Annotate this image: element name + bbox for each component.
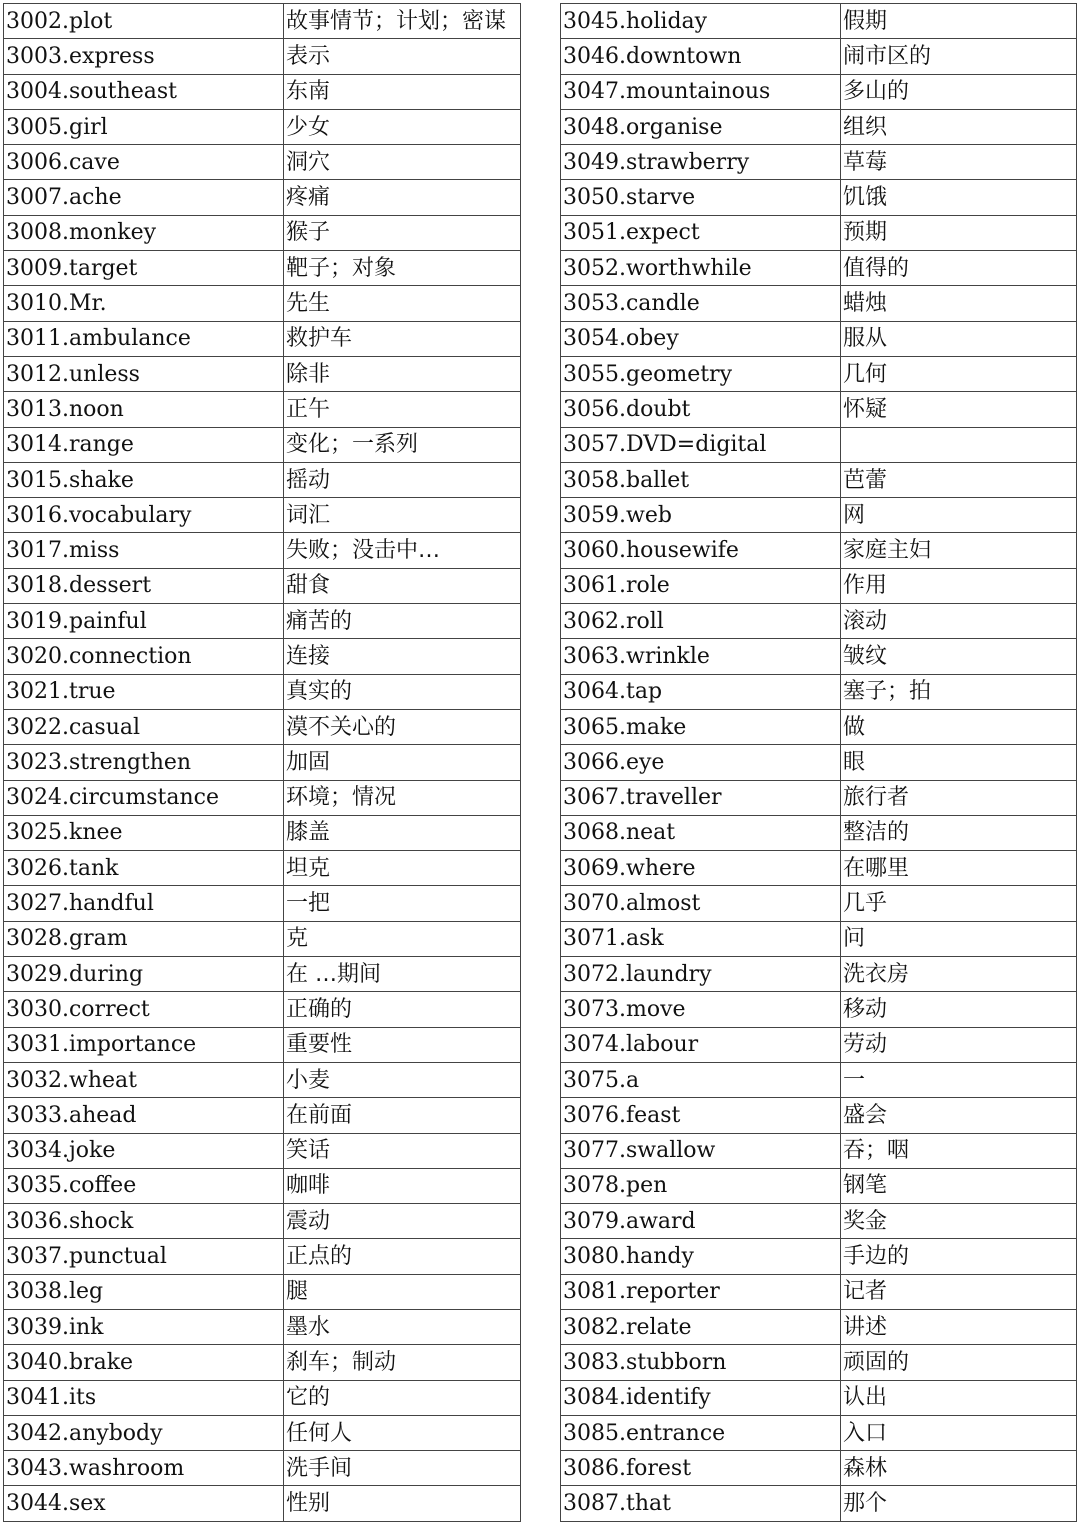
vocab-meaning-cell: 吞；咽 xyxy=(841,1133,1077,1168)
vocab-word-cell: 3002.plot xyxy=(4,4,284,39)
vocab-word-cell: 3082.relate xyxy=(561,1309,841,1344)
vocab-row xyxy=(4,1415,521,1450)
vocab-row xyxy=(561,533,1077,568)
vocab-table-left xyxy=(3,3,521,1522)
vocab-word-cell: 3012.unless xyxy=(4,356,284,391)
vocab-row xyxy=(4,356,521,391)
vocab-meaning-cell: 洗衣房 xyxy=(841,957,1077,992)
vocab-meaning-cell: 预期 xyxy=(841,215,1077,250)
vocab-word-cell: 3079.award xyxy=(561,1204,841,1239)
vocab-word-cell: 3033.ahead xyxy=(4,1098,284,1133)
vocab-meaning-cell: 小麦 xyxy=(284,1062,521,1097)
vocab-meaning-cell: 在哪里 xyxy=(841,851,1077,886)
vocab-word-cell: 3083.stubborn xyxy=(561,1345,841,1380)
vocab-word-cell: 3086.forest xyxy=(561,1451,841,1486)
vocab-word-cell: 3039.ink xyxy=(4,1309,284,1344)
vocab-meaning-cell: 讲述 xyxy=(841,1309,1077,1344)
vocab-word-cell: 3021.true xyxy=(4,674,284,709)
vocab-row xyxy=(4,815,521,850)
vocab-row xyxy=(561,921,1077,956)
vocab-meaning-cell: 刹车；制动 xyxy=(284,1345,521,1380)
vocab-row xyxy=(561,1274,1077,1309)
vocab-meaning-cell: 手边的 xyxy=(841,1239,1077,1274)
vocab-row xyxy=(561,886,1077,921)
vocab-word-cell: 3078.pen xyxy=(561,1168,841,1203)
vocab-word-cell: 3035.coffee xyxy=(4,1168,284,1203)
vocab-row xyxy=(4,392,521,427)
vocab-meaning-cell: 词汇 xyxy=(284,498,521,533)
vocab-row xyxy=(561,1027,1077,1062)
vocab-meaning-cell: 变化；一系列 xyxy=(284,427,521,462)
vocab-row xyxy=(561,639,1077,674)
vocab-word-cell: 3080.handy xyxy=(561,1239,841,1274)
vocab-table-right-body xyxy=(561,4,1077,1522)
vocab-row xyxy=(561,74,1077,109)
vocab-word-cell: 3051.expect xyxy=(561,215,841,250)
vocab-row xyxy=(561,180,1077,215)
vocab-word-cell: 3005.girl xyxy=(4,109,284,144)
vocab-word-cell: 3074.labour xyxy=(561,1027,841,1062)
vocab-meaning-cell: 洗手间 xyxy=(284,1451,521,1486)
vocab-meaning-cell: 克 xyxy=(284,921,521,956)
vocab-word-cell: 3007.ache xyxy=(4,180,284,215)
vocab-meaning-cell: 劳动 xyxy=(841,1027,1077,1062)
vocab-meaning-cell: 草莓 xyxy=(841,145,1077,180)
vocab-row xyxy=(4,886,521,921)
vocab-word-cell: 3049.strawberry xyxy=(561,145,841,180)
vocab-meaning-cell: 顽固的 xyxy=(841,1345,1077,1380)
vocab-word-cell: 3084.identify xyxy=(561,1380,841,1415)
vocab-meaning-cell: 盛会 xyxy=(841,1098,1077,1133)
vocab-row xyxy=(561,745,1077,780)
vocab-row xyxy=(561,286,1077,321)
vocab-meaning-cell: 在 …期间 xyxy=(284,957,521,992)
vocab-row xyxy=(561,427,1077,462)
vocab-meaning-cell: 靶子；对象 xyxy=(284,251,521,286)
vocab-row xyxy=(4,321,521,356)
vocab-word-cell: 3070.almost xyxy=(561,886,841,921)
vocab-word-cell: 3050.starve xyxy=(561,180,841,215)
vocab-word-cell: 3032.wheat xyxy=(4,1062,284,1097)
vocab-meaning-cell: 一 xyxy=(841,1062,1077,1097)
vocab-row xyxy=(561,462,1077,497)
vocab-word-cell: 3013.noon xyxy=(4,392,284,427)
vocab-word-cell: 3046.downtown xyxy=(561,39,841,74)
vocab-meaning-cell: 正确的 xyxy=(284,992,521,1027)
vocab-row xyxy=(561,4,1077,39)
vocab-word-cell: 3008.monkey xyxy=(4,215,284,250)
vocab-meaning-cell: 环境；情况 xyxy=(284,780,521,815)
vocab-meaning-cell: 问 xyxy=(841,921,1077,956)
vocab-meaning-cell: 痛苦的 xyxy=(284,604,521,639)
vocab-row xyxy=(4,533,521,568)
vocab-row xyxy=(4,251,521,286)
vocab-meaning-cell: 正午 xyxy=(284,392,521,427)
vocab-row xyxy=(561,1415,1077,1450)
vocab-meaning-cell: 腿 xyxy=(284,1274,521,1309)
vocab-row xyxy=(561,1345,1077,1380)
vocab-word-cell: 3026.tank xyxy=(4,851,284,886)
vocab-row xyxy=(561,1380,1077,1415)
vocab-meaning-cell: 森林 xyxy=(841,1451,1077,1486)
vocab-row xyxy=(4,1380,521,1415)
vocab-meaning-cell: 作用 xyxy=(841,568,1077,603)
vocab-word-cell: 3071.ask xyxy=(561,921,841,956)
vocab-word-cell: 3003.express xyxy=(4,39,284,74)
vocab-row xyxy=(4,780,521,815)
vocab-word-cell: 3019.painful xyxy=(4,604,284,639)
vocab-word-cell: 3028.gram xyxy=(4,921,284,956)
vocab-word-cell: 3004.southeast xyxy=(4,74,284,109)
vocab-row xyxy=(561,1204,1077,1239)
vocab-row xyxy=(4,1168,521,1203)
vocab-word-cell: 3073.move xyxy=(561,992,841,1027)
vocab-meaning-cell: 几何 xyxy=(841,356,1077,391)
vocab-meaning-cell: 组织 xyxy=(841,109,1077,144)
vocab-row xyxy=(4,286,521,321)
vocab-word-cell: 3037.punctual xyxy=(4,1239,284,1274)
vocab-word-cell: 3036.shock xyxy=(4,1204,284,1239)
vocab-word-cell: 3057.DVD=digital xyxy=(561,427,841,462)
vocab-meaning-cell: 服从 xyxy=(841,321,1077,356)
vocab-word-cell: 3064.tap xyxy=(561,674,841,709)
vocab-row xyxy=(4,1204,521,1239)
vocab-word-cell: 3023.strengthen xyxy=(4,745,284,780)
vocab-row xyxy=(4,568,521,603)
vocab-word-cell: 3060.housewife xyxy=(561,533,841,568)
vocab-word-cell: 3059.web xyxy=(561,498,841,533)
vocab-meaning-cell: 皱纹 xyxy=(841,639,1077,674)
vocab-row xyxy=(4,992,521,1027)
vocab-row xyxy=(4,215,521,250)
vocab-meaning-cell: 那个 xyxy=(841,1486,1077,1521)
vocab-row xyxy=(561,1486,1077,1521)
vocab-meaning-cell: 除非 xyxy=(284,356,521,391)
vocab-meaning-cell: 故事情节；计划；密谋 xyxy=(284,4,521,39)
vocab-word-cell: 3075.a xyxy=(561,1062,841,1097)
vocab-meaning-cell: 咖啡 xyxy=(284,1168,521,1203)
vocab-word-cell: 3047.mountainous xyxy=(561,74,841,109)
vocab-meaning-cell: 芭蕾 xyxy=(841,462,1077,497)
vocab-word-cell: 3062.roll xyxy=(561,604,841,639)
vocab-meaning-cell: 震动 xyxy=(284,1204,521,1239)
vocab-table-left-body xyxy=(4,4,521,1522)
vocab-meaning-cell: 正点的 xyxy=(284,1239,521,1274)
vocab-meaning-cell: 记者 xyxy=(841,1274,1077,1309)
vocab-word-cell: 3072.laundry xyxy=(561,957,841,992)
vocab-meaning-cell: 认出 xyxy=(841,1380,1077,1415)
vocab-meaning-cell: 做 xyxy=(841,709,1077,744)
vocab-meaning-cell: 旅行者 xyxy=(841,780,1077,815)
vocab-row xyxy=(4,745,521,780)
vocab-meaning-cell: 钢笔 xyxy=(841,1168,1077,1203)
vocab-word-cell: 3043.washroom xyxy=(4,1451,284,1486)
vocab-word-cell: 3067.traveller xyxy=(561,780,841,815)
vocab-meaning-cell: 连接 xyxy=(284,639,521,674)
vocab-row xyxy=(4,709,521,744)
vocab-meaning-cell: 加固 xyxy=(284,745,521,780)
vocab-meaning-cell: 墨水 xyxy=(284,1309,521,1344)
vocab-word-cell: 3044.sex xyxy=(4,1486,284,1521)
vocab-row xyxy=(4,1309,521,1344)
vocab-word-cell: 3048.organise xyxy=(561,109,841,144)
vocab-word-cell: 3081.reporter xyxy=(561,1274,841,1309)
vocab-word-cell: 3087.that xyxy=(561,1486,841,1521)
vocab-meaning-cell: 疼痛 xyxy=(284,180,521,215)
vocab-word-cell: 3010.Mr. xyxy=(4,286,284,321)
vocab-meaning-cell: 性别 xyxy=(284,1486,521,1521)
vocab-row xyxy=(4,957,521,992)
vocab-row xyxy=(4,39,521,74)
vocab-row xyxy=(4,145,521,180)
vocab-meaning-cell: 它的 xyxy=(284,1380,521,1415)
vocab-word-cell: 3077.swallow xyxy=(561,1133,841,1168)
vocab-row xyxy=(4,1133,521,1168)
vocab-word-cell: 3069.where xyxy=(561,851,841,886)
vocab-row xyxy=(561,39,1077,74)
vocab-meaning-cell: 膝盖 xyxy=(284,815,521,850)
vocab-row xyxy=(4,1274,521,1309)
vocab-meaning-cell: 闹市区的 xyxy=(841,39,1077,74)
vocab-meaning-cell: 少女 xyxy=(284,109,521,144)
vocab-row xyxy=(561,1309,1077,1344)
vocab-word-cell: 3085.entrance xyxy=(561,1415,841,1450)
vocab-row xyxy=(561,1062,1077,1097)
vocab-row xyxy=(4,4,521,39)
vocab-row xyxy=(561,1168,1077,1203)
vocab-row xyxy=(4,1345,521,1380)
vocab-row xyxy=(561,215,1077,250)
vocab-row xyxy=(561,851,1077,886)
vocab-word-cell: 3016.vocabulary xyxy=(4,498,284,533)
vocab-row xyxy=(4,498,521,533)
vocab-row xyxy=(561,674,1077,709)
vocab-meaning-cell: 怀疑 xyxy=(841,392,1077,427)
vocab-meaning-cell: 饥饿 xyxy=(841,180,1077,215)
vocab-row xyxy=(4,604,521,639)
vocab-word-cell: 3041.its xyxy=(4,1380,284,1415)
vocab-meaning-cell: 入口 xyxy=(841,1415,1077,1450)
vocab-word-cell: 3061.role xyxy=(561,568,841,603)
vocab-row xyxy=(4,1027,521,1062)
vocab-row xyxy=(561,251,1077,286)
vocab-word-cell: 3040.brake xyxy=(4,1345,284,1380)
vocab-row xyxy=(561,957,1077,992)
vocab-meaning-cell: 假期 xyxy=(841,4,1077,39)
vocab-meaning-cell: 摇动 xyxy=(284,462,521,497)
vocab-row xyxy=(4,1098,521,1133)
vocab-row xyxy=(4,180,521,215)
vocab-meaning-cell: 一把 xyxy=(284,886,521,921)
vocab-meaning-cell: 漠不关心的 xyxy=(284,709,521,744)
vocab-word-cell: 3006.cave xyxy=(4,145,284,180)
vocab-meaning-cell: 奖金 xyxy=(841,1204,1077,1239)
vocab-meaning-cell: 任何人 xyxy=(284,1415,521,1450)
vocab-row xyxy=(4,674,521,709)
vocab-row xyxy=(4,74,521,109)
vocab-row xyxy=(4,1486,521,1521)
vocab-meaning-cell: 洞穴 xyxy=(284,145,521,180)
vocab-word-cell: 3058.ballet xyxy=(561,462,841,497)
vocab-meaning-cell: 蜡烛 xyxy=(841,286,1077,321)
vocab-meaning-cell xyxy=(841,427,1077,462)
vocab-word-cell: 3017.miss xyxy=(4,533,284,568)
vocab-row xyxy=(561,780,1077,815)
vocab-meaning-cell: 笑话 xyxy=(284,1133,521,1168)
vocab-word-cell: 3014.range xyxy=(4,427,284,462)
vocab-row xyxy=(561,815,1077,850)
vocab-row xyxy=(561,992,1077,1027)
vocab-meaning-cell: 家庭主妇 xyxy=(841,533,1077,568)
vocab-word-cell: 3063.wrinkle xyxy=(561,639,841,674)
vocab-meaning-cell: 整洁的 xyxy=(841,815,1077,850)
vocab-word-cell: 3056.doubt xyxy=(561,392,841,427)
vocab-word-cell: 3054.obey xyxy=(561,321,841,356)
vocab-word-cell: 3038.leg xyxy=(4,1274,284,1309)
vocab-word-cell: 3052.worthwhile xyxy=(561,251,841,286)
vocab-meaning-cell: 值得的 xyxy=(841,251,1077,286)
vocab-word-cell: 3076.feast xyxy=(561,1098,841,1133)
vocab-meaning-cell: 东南 xyxy=(284,74,521,109)
vocab-word-cell: 3042.anybody xyxy=(4,1415,284,1450)
vocab-word-cell: 3029.during xyxy=(4,957,284,992)
vocab-row xyxy=(561,1451,1077,1486)
vocab-meaning-cell: 在前面 xyxy=(284,1098,521,1133)
vocab-word-cell: 3020.connection xyxy=(4,639,284,674)
vocab-word-cell: 3015.shake xyxy=(4,462,284,497)
vocab-meaning-cell: 失败；没击中… xyxy=(284,533,521,568)
vocab-word-cell: 3027.handful xyxy=(4,886,284,921)
vocab-row xyxy=(4,462,521,497)
vocab-row xyxy=(561,356,1077,391)
vocab-row xyxy=(4,851,521,886)
vocab-word-cell: 3025.knee xyxy=(4,815,284,850)
vocab-meaning-cell: 网 xyxy=(841,498,1077,533)
vocab-row xyxy=(4,1062,521,1097)
vocab-word-cell: 3053.candle xyxy=(561,286,841,321)
vocab-meaning-cell: 甜食 xyxy=(284,568,521,603)
vocab-word-cell: 3045.holiday xyxy=(561,4,841,39)
vocab-meaning-cell: 几乎 xyxy=(841,886,1077,921)
vocab-row xyxy=(561,109,1077,144)
vocab-word-cell: 3024.circumstance xyxy=(4,780,284,815)
vocab-row xyxy=(561,1098,1077,1133)
vocab-meaning-cell: 坦克 xyxy=(284,851,521,886)
vocab-meaning-cell: 真实的 xyxy=(284,674,521,709)
vocab-meaning-cell: 表示 xyxy=(284,39,521,74)
vocab-row xyxy=(4,1451,521,1486)
vocab-word-cell: 3022.casual xyxy=(4,709,284,744)
vocab-meaning-cell: 眼 xyxy=(841,745,1077,780)
vocab-row xyxy=(561,498,1077,533)
vocab-meaning-cell: 重要性 xyxy=(284,1027,521,1062)
vocab-row xyxy=(4,639,521,674)
vocab-meaning-cell: 先生 xyxy=(284,286,521,321)
vocab-row xyxy=(561,1239,1077,1274)
vocab-row xyxy=(4,1239,521,1274)
vocab-row xyxy=(4,109,521,144)
vocab-word-cell: 3018.dessert xyxy=(4,568,284,603)
vocab-word-cell: 3011.ambulance xyxy=(4,321,284,356)
vocab-table-right xyxy=(560,3,1077,1522)
vocab-meaning-cell: 救护车 xyxy=(284,321,521,356)
vocab-word-cell: 3065.make xyxy=(561,709,841,744)
vocab-row xyxy=(561,568,1077,603)
vocab-meaning-cell: 塞子；拍 xyxy=(841,674,1077,709)
vocab-word-cell: 3009.target xyxy=(4,251,284,286)
vocab-word-cell: 3034.joke xyxy=(4,1133,284,1168)
vocab-meaning-cell: 移动 xyxy=(841,992,1077,1027)
vocab-row xyxy=(561,1133,1077,1168)
vocab-row xyxy=(4,921,521,956)
vocab-row xyxy=(4,427,521,462)
vocab-word-cell: 3030.correct xyxy=(4,992,284,1027)
vocab-row xyxy=(561,604,1077,639)
vocab-meaning-cell: 滚动 xyxy=(841,604,1077,639)
vocab-word-cell: 3055.geometry xyxy=(561,356,841,391)
vocab-word-cell: 3066.eye xyxy=(561,745,841,780)
vocab-meaning-cell: 猴子 xyxy=(284,215,521,250)
vocab-meaning-cell: 多山的 xyxy=(841,74,1077,109)
vocab-row xyxy=(561,392,1077,427)
vocab-word-cell: 3068.neat xyxy=(561,815,841,850)
vocab-row xyxy=(561,145,1077,180)
vocab-word-cell: 3031.importance xyxy=(4,1027,284,1062)
vocab-row xyxy=(561,709,1077,744)
vocab-row xyxy=(561,321,1077,356)
